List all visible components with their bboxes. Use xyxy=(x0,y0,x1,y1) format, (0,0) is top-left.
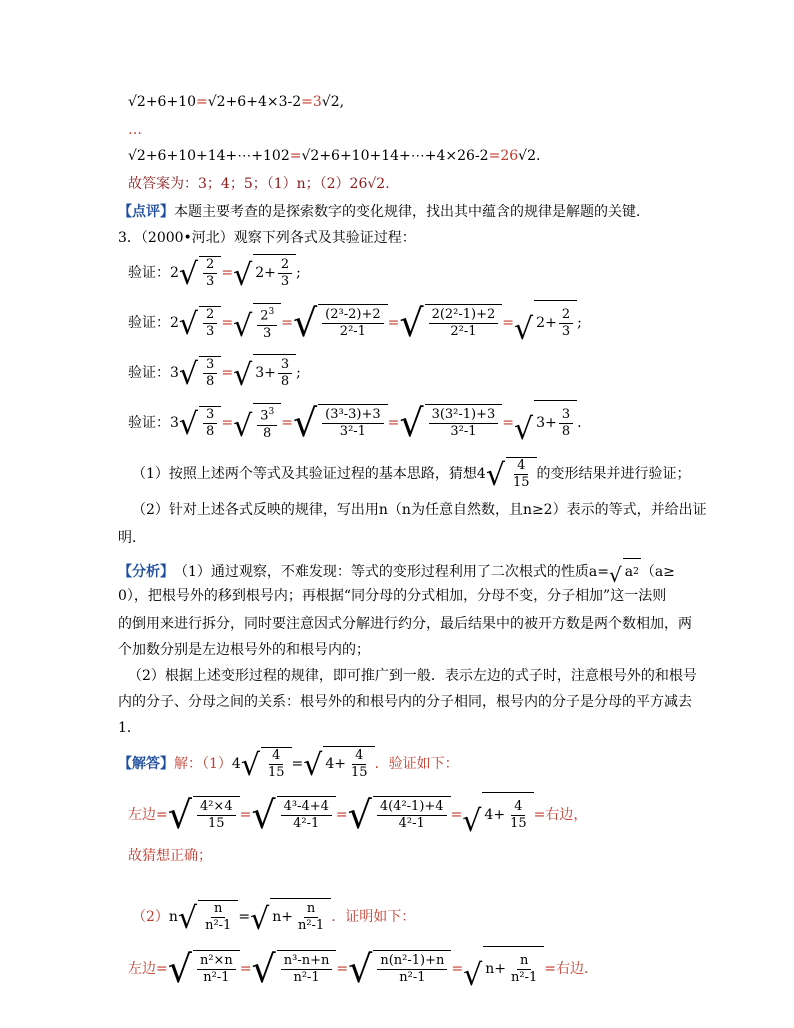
math-token xyxy=(128,354,301,391)
math-token: 2(2²-1)+2 xyxy=(429,307,499,324)
math-token: √ xyxy=(399,400,424,445)
radical xyxy=(514,400,577,445)
math-token: √ xyxy=(178,406,199,442)
math-token: 8 xyxy=(206,373,215,389)
solution-tag: 【解答】 xyxy=(118,755,174,772)
verify-line-1 xyxy=(128,254,301,291)
comment-tag: 【点评】 xyxy=(118,204,174,220)
math-token: =右边． xyxy=(544,960,598,977)
math-token: ; xyxy=(296,264,301,281)
verify-line-2 xyxy=(128,300,582,345)
math-token xyxy=(534,300,577,345)
math-token: √ xyxy=(292,400,318,445)
math-token: 3 xyxy=(206,273,215,289)
math-token xyxy=(199,406,221,440)
math-token xyxy=(128,254,301,291)
math-token: n²-1 xyxy=(203,969,230,985)
expr-left: √2+6+10+14+⋯+102 xyxy=(128,148,290,164)
math-token: = xyxy=(387,414,400,431)
radical xyxy=(347,792,451,837)
fraction xyxy=(203,407,217,440)
math-token: 3 xyxy=(203,407,217,424)
result-radical: √2 xyxy=(321,94,340,110)
expr-left: √2+6+10 xyxy=(128,94,197,110)
analysis-line-6: 内的分子、分母之间的关系：根号外的和根号内的分子相同，根号内的分子是分母的平方减去 xyxy=(118,694,692,710)
comment-text: 本题主要考查的是探索数字的变化规律，找出其中蕴含的规律是解题的关键． xyxy=(174,204,650,220)
math-token xyxy=(128,946,598,991)
radical xyxy=(399,400,502,445)
radical xyxy=(233,403,281,444)
math-token: 3 xyxy=(278,357,292,374)
math-token xyxy=(261,747,292,781)
math-token: 验证： xyxy=(128,364,170,381)
math-token: ．验证如下： xyxy=(374,755,459,772)
math-token: n²-1 xyxy=(205,917,232,933)
math-token: a 2 xyxy=(623,558,641,585)
radical xyxy=(292,300,388,345)
math-token: 4²-1 xyxy=(293,815,320,831)
math-token: n xyxy=(517,953,531,970)
math-token xyxy=(199,356,221,390)
math-token: + xyxy=(264,265,276,281)
fraction xyxy=(265,748,288,781)
fraction xyxy=(281,953,333,986)
radical xyxy=(178,900,238,934)
math-token: ; xyxy=(577,314,582,331)
math-token xyxy=(482,792,533,837)
math-token: √ xyxy=(303,748,323,783)
math-token: $2^3$ xyxy=(257,304,277,325)
math-token: n xyxy=(168,908,178,925)
fraction xyxy=(429,307,499,340)
result-radical: √2 xyxy=(518,148,536,164)
math-token: a xyxy=(624,564,634,580)
math-token: n xyxy=(304,901,318,918)
fraction xyxy=(197,953,236,986)
fraction xyxy=(322,307,383,340)
math-token xyxy=(534,400,577,445)
math-token: √ xyxy=(463,958,483,993)
math-token: √ xyxy=(178,356,199,392)
fraction xyxy=(278,357,292,390)
fraction-denominator: 2²-1 xyxy=(339,323,366,339)
math-token: 2 xyxy=(255,265,265,281)
fraction xyxy=(377,799,447,832)
verify-line-3 xyxy=(128,354,301,391)
math-token xyxy=(132,898,415,935)
fraction xyxy=(508,953,540,986)
proof-line-2 xyxy=(128,946,598,991)
sub-question-1 xyxy=(132,456,691,492)
math-token xyxy=(506,457,537,491)
math-token: √ xyxy=(514,412,534,447)
math-token xyxy=(128,792,587,837)
math-token: 4(4²-1)+4 xyxy=(377,799,447,816)
result-coefficient: 3 xyxy=(312,94,322,110)
math-token: （a≥ xyxy=(640,563,675,580)
math-token xyxy=(277,796,336,834)
math-token: 2 xyxy=(278,257,292,274)
math-token: （1）通过观察，不难发现：等式的变形过程利用了二次根式的性质a= xyxy=(174,563,609,580)
equals-sign: = xyxy=(196,94,208,110)
math-token xyxy=(318,404,387,442)
math-token xyxy=(425,304,503,342)
math-token: =右边， xyxy=(533,806,588,823)
math-token: = xyxy=(336,960,349,977)
sub-question-2b: 明． xyxy=(118,530,146,546)
math-token xyxy=(128,300,582,345)
math-token: 4 xyxy=(514,458,528,475)
math-token: n xyxy=(272,909,282,925)
math-token xyxy=(253,403,281,441)
guess-correct: 故猜想正确； xyxy=(128,848,212,864)
math-token: 3 xyxy=(561,323,571,339)
math-token: √ xyxy=(233,258,253,293)
math-token: 8 xyxy=(561,423,571,439)
fraction xyxy=(507,799,530,832)
fraction xyxy=(278,257,292,290)
math-token: = xyxy=(450,806,463,823)
math-token: = xyxy=(239,960,252,977)
math-token: 左边= xyxy=(128,960,168,977)
math-token: 3 xyxy=(170,414,179,431)
radical xyxy=(348,946,451,991)
punctuation: , xyxy=(339,94,345,110)
math-token: = xyxy=(221,264,234,281)
math-token: √ xyxy=(233,358,253,393)
math-token: 8 xyxy=(280,373,290,389)
math-token: 15 xyxy=(208,815,225,831)
fraction xyxy=(202,901,234,934)
solution-line-1 xyxy=(118,746,459,781)
math-token: . xyxy=(577,414,582,431)
fraction xyxy=(510,458,533,491)
math-token: 3²-1 xyxy=(450,423,477,439)
math-token xyxy=(198,900,238,934)
proof-line-1 xyxy=(132,898,415,935)
math-token: 3 xyxy=(206,323,215,339)
math-token: = xyxy=(238,908,251,925)
equation-line-1 xyxy=(128,92,344,112)
analysis-line-4: 个加数分别是左边根号外的和根号内的； xyxy=(118,642,370,658)
analysis-line-1 xyxy=(118,558,675,585)
math-token: √ xyxy=(240,747,260,783)
math-token: 2 xyxy=(536,315,546,331)
math-token: = xyxy=(291,755,304,772)
math-token: 4 xyxy=(352,748,366,765)
math-token: + xyxy=(281,909,293,925)
radical xyxy=(167,792,240,837)
math-token: = xyxy=(221,414,234,431)
fraction xyxy=(322,407,383,440)
expr-middle: √2+6+10+14+⋯+4×26-2 xyxy=(301,148,489,164)
verify-line-4 xyxy=(128,400,582,445)
fraction xyxy=(348,748,371,781)
question-3-title: 3．（2000•河北）观察下列各式及其验证过程： xyxy=(118,230,416,246)
math-token: √ xyxy=(233,408,253,444)
math-token: √ xyxy=(399,300,424,345)
ellipsis: … xyxy=(128,122,142,138)
math-token: n²-1 xyxy=(511,969,538,985)
math-token: √ xyxy=(177,900,198,936)
analysis-line-5: （2）根据上述变形过程的规律，即可推广到一般．表示左边的式子时，注意根号外的和根号 xyxy=(128,668,697,684)
equation-line-2 xyxy=(128,146,540,166)
math-token: 2 xyxy=(170,314,179,331)
math-token: + xyxy=(494,961,506,977)
coefficient: 2 xyxy=(170,264,179,281)
math-token: √ xyxy=(485,458,505,493)
math-token: n(n²-1)+n xyxy=(377,953,447,970)
math-token: √ xyxy=(178,256,199,292)
math-token xyxy=(277,950,337,988)
math-token: 解：（1） xyxy=(174,755,232,772)
radical xyxy=(251,792,336,837)
radical xyxy=(292,400,388,445)
math-token: + xyxy=(545,315,557,331)
radical xyxy=(179,356,221,390)
math-token: = xyxy=(281,414,293,431)
fraction xyxy=(203,257,217,290)
analysis-line-7: 1． xyxy=(118,720,141,736)
radical xyxy=(463,946,544,991)
math-token: √ xyxy=(347,792,372,837)
fraction xyxy=(203,357,217,390)
math-token: n²-1 xyxy=(399,969,426,985)
math-token: √ xyxy=(167,946,192,991)
math-token: 4 xyxy=(511,799,525,816)
math-token: = xyxy=(221,314,234,331)
radical xyxy=(167,946,240,991)
math-token xyxy=(373,796,451,834)
math-token: √ xyxy=(608,563,622,587)
math-token: √ xyxy=(250,902,270,937)
math-token: = xyxy=(335,806,348,823)
math-token: （1）按照上述两个等式及其验证过程的基本思路，猜想4 xyxy=(132,466,486,482)
math-token: ．证明如下： xyxy=(331,908,416,925)
math-token: √ xyxy=(462,804,482,839)
equals-sign: = xyxy=(289,148,302,164)
math-token: ; xyxy=(296,364,301,381)
radical xyxy=(233,254,296,291)
radical xyxy=(233,303,281,344)
math-token: = xyxy=(502,314,515,331)
math-token: n²×n xyxy=(197,953,236,970)
radical xyxy=(486,457,537,491)
radical xyxy=(514,300,577,345)
math-token xyxy=(128,400,582,445)
equals-sign: = xyxy=(301,94,313,110)
fraction xyxy=(257,304,277,341)
radical xyxy=(179,306,221,340)
math-token: n³-n+n xyxy=(281,953,333,970)
math-token: 3 xyxy=(255,365,265,381)
math-token: 3 xyxy=(203,357,217,374)
fraction xyxy=(197,799,236,832)
math-token: 2 xyxy=(203,257,217,274)
math-token xyxy=(373,950,451,988)
answer-line: 故答案为：3；4；5；（1）n；（2）26√2. xyxy=(128,176,390,192)
radical xyxy=(179,406,221,440)
radical xyxy=(303,746,374,781)
radical xyxy=(609,558,641,585)
math-token: √ xyxy=(233,308,253,344)
fraction xyxy=(559,407,573,440)
math-token: 3 xyxy=(280,273,290,289)
math-token xyxy=(425,404,503,442)
math-token: 4 xyxy=(231,755,241,772)
punctuation: . xyxy=(535,148,541,164)
expr-middle: √2+6+4×3-2 xyxy=(207,94,302,110)
math-token: + xyxy=(264,365,276,381)
math-token: = xyxy=(502,414,515,431)
math-token: （2） xyxy=(132,908,169,925)
math-token: √ xyxy=(348,946,373,991)
math-token: 4²×4 xyxy=(197,799,236,816)
math-token xyxy=(270,898,331,935)
math-token: 4³-4+4 xyxy=(281,799,332,816)
math-token: = xyxy=(221,364,234,381)
math-token xyxy=(193,796,240,834)
math-token: = xyxy=(451,960,464,977)
math-token: + xyxy=(545,415,557,431)
math-token: 验证： xyxy=(128,314,170,331)
math-token: = xyxy=(239,806,252,823)
math-token: √ xyxy=(292,300,318,345)
math-token: + xyxy=(334,756,347,772)
math-token xyxy=(253,303,281,341)
math-token xyxy=(199,256,221,290)
math-token: 4 xyxy=(325,756,335,772)
analysis-tag: 【分析】 xyxy=(118,563,174,580)
math-token: 左边= xyxy=(128,806,168,823)
radical xyxy=(241,747,292,781)
fraction xyxy=(429,407,499,440)
radical xyxy=(233,354,296,391)
math-token: + xyxy=(493,807,506,823)
math-token: 4 xyxy=(269,748,283,765)
math-token: 15 xyxy=(351,764,368,780)
math-token: √ xyxy=(178,306,199,342)
math-token: n xyxy=(211,901,225,918)
math-token: 15 xyxy=(510,815,527,831)
math-token: n²-1 xyxy=(293,969,320,985)
fraction-numerator: (2³-2)+2 xyxy=(322,307,383,324)
math-token: 15 xyxy=(267,764,285,780)
analysis-line-2: 0），把根号外的移到根号内；再根据“同分母的分式相加，分母不变，分子相加”这一法则 xyxy=(118,588,667,604)
math-token: 3 xyxy=(263,325,272,341)
math-token xyxy=(193,950,240,988)
fraction xyxy=(203,307,217,340)
math-token xyxy=(132,456,691,492)
math-token: = xyxy=(281,314,293,331)
math-token: √ xyxy=(514,312,534,347)
fraction xyxy=(559,307,573,340)
math-token: (3³-3)+3 xyxy=(322,407,383,424)
math-token: √ xyxy=(167,792,192,837)
math-token xyxy=(253,254,296,291)
solution-line-2 xyxy=(128,792,587,837)
math-token: 3(3²-1)+3 xyxy=(429,407,499,424)
fraction xyxy=(295,901,327,934)
verify-label: 验证： xyxy=(128,264,170,281)
math-token: n²-1 xyxy=(297,917,325,933)
math-token xyxy=(118,558,675,585)
radical xyxy=(250,898,331,935)
equals-sign: = xyxy=(488,148,501,164)
analysis-line-3: 的倒用来进行拆分，同时要注意因式分解进行约分，最后结果中的被开方数是两个数相加，两 xyxy=(118,616,692,632)
math-token: 3 xyxy=(170,364,179,381)
math-token: 3 xyxy=(559,407,573,424)
math-token xyxy=(199,306,221,340)
math-token: = xyxy=(387,314,400,331)
math-token: 3 xyxy=(536,415,546,431)
math-token: 3²-1 xyxy=(339,423,366,439)
radical xyxy=(399,300,502,345)
math-token: 15 xyxy=(512,475,530,490)
math-token: 2 xyxy=(203,307,217,324)
radical xyxy=(251,946,337,991)
math-token xyxy=(253,354,296,391)
math-token: 的变形结果并进行验证； xyxy=(536,466,691,482)
math-token: √ xyxy=(251,792,276,837)
math-token: √ xyxy=(251,946,276,991)
fraction xyxy=(257,404,277,441)
result-coefficient: 26 xyxy=(500,148,519,164)
math-token xyxy=(323,746,374,781)
math-token: n xyxy=(485,961,495,977)
sub-question-2a: （2）针对上述各式反映的规律，写出用n（n为任意自然数，且n≥2）表示的等式，并给出证 xyxy=(132,502,707,518)
math-token: 2 xyxy=(559,307,573,324)
fraction xyxy=(281,799,332,832)
math-token xyxy=(483,946,544,991)
math-token: $3^3$ xyxy=(257,404,277,425)
radical xyxy=(179,256,221,290)
math-token: 4²-1 xyxy=(398,815,425,831)
math-token: 4 xyxy=(484,807,494,823)
math-token: 验证： xyxy=(128,414,170,431)
math-token: 2²-1 xyxy=(450,323,477,339)
math-token: 8 xyxy=(263,425,272,441)
radical xyxy=(462,792,533,837)
math-token xyxy=(118,746,459,781)
fraction xyxy=(377,953,447,986)
math-token xyxy=(318,304,387,342)
math-token: 8 xyxy=(206,423,215,439)
comment-line xyxy=(118,202,650,222)
